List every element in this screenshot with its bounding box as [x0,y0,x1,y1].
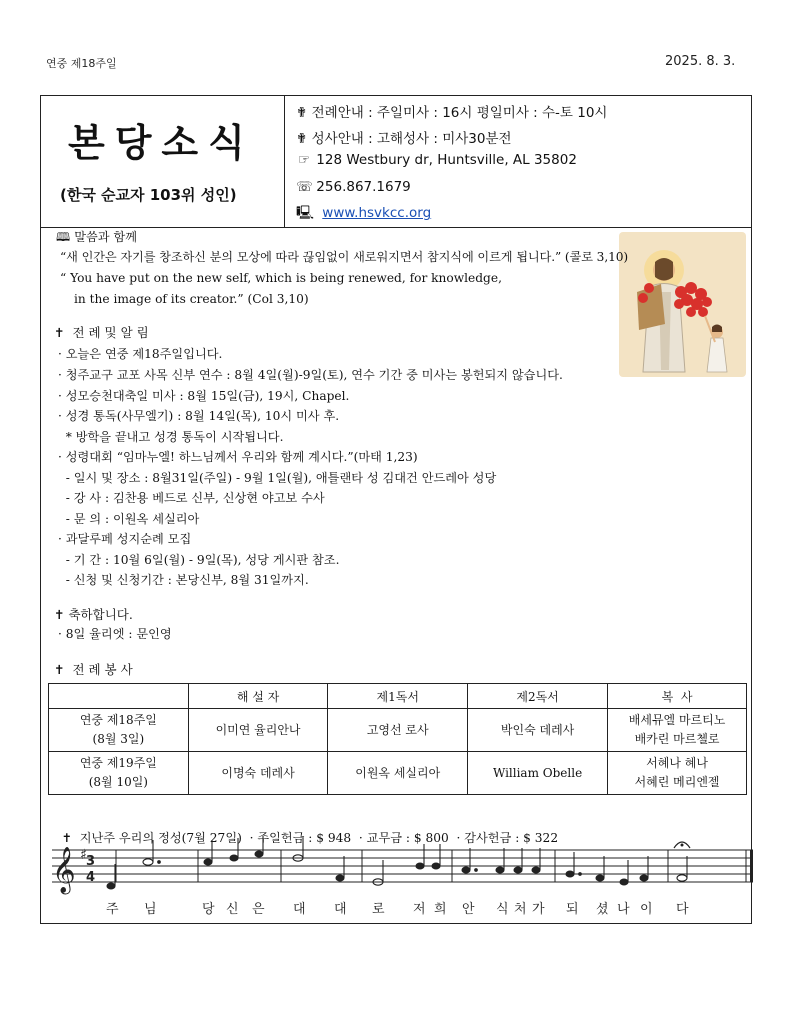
lyric-syllable: 당 [202,902,215,917]
notice-item: * 방학을 끝내고 성경 통독이 시작됩니다. [58,430,284,444]
svg-text:𝄞: 𝄞 [52,847,76,893]
word-heading: 🕮 말씀과 함께 [56,230,137,244]
lyric-syllable: 가 [532,902,545,917]
congrats-item: · 8일 율리엣 : 문인영 [58,627,172,641]
notice-item: - 문 의 : 이원옥 세실리아 [58,512,200,526]
notice-item: · 성모승천대축일 미사 : 8월 15일(금), 19시, Chapel. [58,389,350,403]
table-header-cell [49,684,189,709]
table-cell: 박인숙 데레사 [468,709,608,752]
notice-item: - 일시 및 장소 : 8월31일(주일) - 9월 1일(월), 애틀랜타 성 김대건 안드레아 성당 [58,471,497,485]
music-staff [48,836,754,898]
table-cell: 이명숙 데레사 [188,752,328,795]
table-header-row [49,684,747,709]
lyric-syllable: 다 [676,902,689,917]
notice-item: · 청주교구 교포 사목 신부 연수 : 8월 4일(월)-9일(토), 연수 기간 중 미사는 봉헌되지 않습니다. [58,368,563,382]
lyric-syllable: 나 [617,902,630,917]
lyric-syllable: 은 [252,902,265,917]
table-header-cell: 해 설 자 [188,684,328,709]
lyric-syllable: 대 [293,902,306,917]
lyric-syllable: 로 [372,902,385,917]
lyric-syllable: 식 [496,902,509,917]
table-cell: 고영선 로사 [328,709,468,752]
cross-icon: ✝ [61,831,72,845]
worship-info [296,101,607,121]
page-title: 본당소식 [68,121,255,165]
sacrament-label: 성사안내 [311,131,364,147]
page-subtitle: (한국 순교자 103위 성인) [60,186,237,204]
congrats-heading: ✝ 축하합니다. [54,607,133,622]
lyric-syllable: 신 [226,902,239,917]
table-row [49,709,747,752]
lyric-syllable: 주 [106,902,119,917]
masthead-divider [40,227,752,228]
notice-item: - 강 사 : 김찬용 베드로 신부, 신상현 야고보 수사 [58,491,325,505]
address: 128 Westbury dr, Huntsville, AL 35802 [316,152,577,168]
address-info [296,152,577,168]
table-cell: 연중 제19주일 (8월 10일) [49,752,189,795]
table-cell: 이원옥 세실리아 [328,752,468,795]
notice-item: · 오늘은 연중 제18주일입니다. [58,347,223,361]
website-info [296,203,431,226]
lyric-syllable: 님 [144,902,157,917]
offering-line: ✝ 지난주 우리의 정성(7월 27일) · 주일헌금 : $ 948 · 교무금 : $ 800 · 감사헌금 : $ 322 [61,831,559,845]
table-row [49,752,747,795]
issue-date: 2025. 8. 3. [665,54,736,69]
notice-item: - 신청 및 신청기간 : 본당신부, 8월 31일까지. [58,573,309,587]
word-korean: “새 인간은 자기를 창조하신 분의 모상에 따라 끊임없이 새로워지면서 참지식에 이르게 됩니다.” (콜로 3,10) [60,250,629,264]
jesus-with-child-illustration [619,232,746,377]
website-link[interactable]: www.hsvkcc.org [322,205,432,221]
service-table [48,683,747,795]
table-cell: 서혜나 혜나 서혜린 메리엔젤 [608,752,747,795]
phone-info [296,179,411,195]
pointing-hand-icon: ☞ [297,152,311,168]
phone: 256.867.1679 [316,179,411,195]
cross-icon: ✟ [296,105,308,121]
cross-icon: ✝ [54,607,65,622]
svg-text:♯: ♯ [80,847,87,863]
svg-text:3: 3 [86,854,96,869]
worship-text: : 주일미사 : 16시 평일미사 : 수-토 10시 [363,105,608,121]
notices-heading: ✝ 전 례 및 알 림 [54,325,149,340]
word-english-1: “ You have put on the new self, which is being renewed, for knowledge, [60,271,502,285]
cross-icon: ✝ [54,325,65,340]
lyric-syllable: 대 [334,902,347,917]
notice-item: · 과달루페 성지순례 모집 [58,532,192,546]
table-cell: 이미연 율리안나 [188,709,328,752]
lyric-syllable: 희 [434,902,447,917]
service-heading: ✝ 전 례 봉 사 [54,662,133,677]
table-cell: 배세뮤엘 마르티노 배카린 마르첼로 [608,709,747,752]
cross-icon: ✝ [54,662,65,677]
phone-icon: ☏ [296,179,313,195]
lyric-syllable: 안 [462,902,475,917]
notice-item: · 성령대회 “임마누엘! 하느님께서 우리와 함께 계시다.”(마태 1,23) [58,450,418,464]
table-header-cell: 제1독서 [328,684,468,709]
computer-icon: 🖳 [296,205,315,221]
lyric-syllable: 저 [413,902,426,917]
word-english-2: in the image of its creator.” (Col 3,10) [74,292,309,306]
table-header-cell: 복 사 [608,684,747,709]
table-cell: William Obelle [468,752,608,795]
week-label: 연중 제18주일 [46,57,117,70]
sacrament-info [296,127,512,147]
worship-label: 전례안내 [311,105,364,121]
cross-icon: ✟ [296,131,308,147]
lyric-syllable: 셨 [596,902,609,917]
table-cell: 연중 제18주일 (8월 3일) [49,709,189,752]
table-header-cell: 제2독서 [468,684,608,709]
masthead-vdivider [284,95,285,227]
notice-item: - 기 간 : 10월 6일(월) - 9일(목), 성당 게시판 참조. [58,553,340,567]
lyric-syllable: 되 [566,902,579,917]
notice-item: · 성경 통독(사무엘기) : 8월 14일(목), 10시 미사 후. [58,409,340,423]
lyric-syllable: 이 [640,902,653,917]
svg-text:4: 4 [86,870,96,885]
book-icon: 🕮 [56,230,71,244]
lyric-syllable: 처 [514,902,527,917]
sacrament-text: : 고해성사 : 미사30분전 [363,131,512,147]
